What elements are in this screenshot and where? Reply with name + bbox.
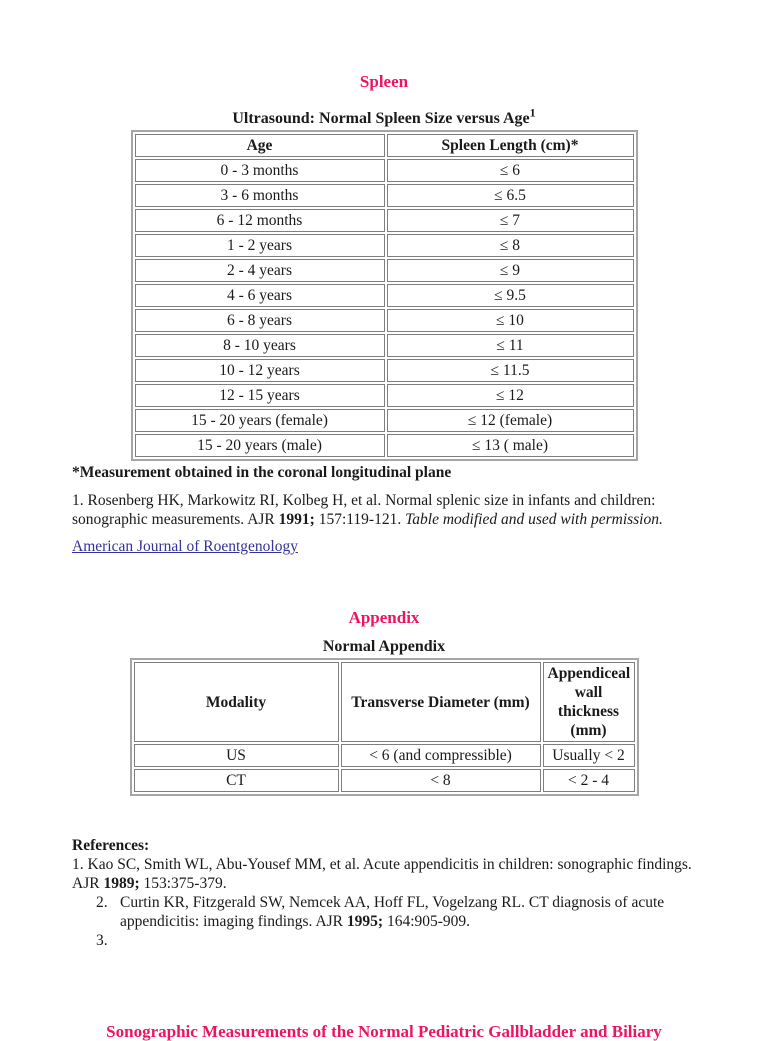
reference-number: 3.: [96, 932, 108, 949]
reference-item-3: [96, 931, 696, 950]
references-heading: References:: [72, 837, 150, 854]
table-cell: 4 - 6 years: [135, 284, 385, 307]
table-cell: 2 - 4 years: [135, 259, 385, 282]
table-row: [135, 159, 634, 182]
table-row: [134, 769, 635, 792]
journal-link[interactable]: American Journal of Roentgenology: [72, 538, 298, 555]
table-cell: CT: [134, 769, 339, 792]
table-row: [135, 209, 634, 232]
table-cell: 12 - 15 years: [135, 384, 385, 407]
table-cell: ≤ 6.5: [387, 184, 634, 207]
table-cell: 6 - 12 months: [135, 209, 385, 232]
table-row: [135, 309, 634, 332]
table-cell: ≤ 6: [387, 159, 634, 182]
table-cell: US: [134, 744, 339, 767]
table-row: [135, 384, 634, 407]
table-cell: ≤ 12 (female): [387, 409, 634, 432]
measurement-footnote: *Measurement obtained in the coronal longitudinal plane: [72, 464, 452, 481]
reference-pages: 164:905-909.: [383, 913, 471, 930]
table-row: [135, 259, 634, 282]
spleen-section-title: Spleen: [359, 72, 409, 91]
table-cell: ≤ 13 ( male): [387, 434, 634, 457]
table-cell: ≤ 12: [387, 384, 634, 407]
table-cell: 1 - 2 years: [135, 234, 385, 257]
table-cell: ≤ 9: [387, 259, 634, 282]
reference-item-1: [72, 855, 696, 893]
appendix-table-caption: Normal Appendix: [322, 638, 446, 655]
table-row: [135, 234, 634, 257]
reference-text: 1. Kao SC, Smith WL, Abu-Yousef MM, et al. Acute appendicitis in children: sonographic findings. AJR: [72, 856, 692, 892]
table-row: [135, 409, 634, 432]
spleen-table-caption-text: Ultrasound: Normal Spleen Size versus Age: [232, 110, 530, 127]
reference-year: 1995;: [346, 913, 384, 930]
column-header-transverse-diameter: Transverse Diameter (mm): [341, 662, 541, 742]
table-cell: 8 - 10 years: [135, 334, 385, 357]
table-cell: < 8: [341, 769, 541, 792]
reference-year: 1991;: [278, 511, 315, 528]
spleen-table-caption: [72, 105, 696, 128]
table-cell: < 6 (and compressible): [341, 744, 541, 767]
normal-appendix-table: [130, 658, 639, 796]
reference-pages: 153:375-379.: [139, 875, 227, 892]
reference-text: [120, 931, 696, 950]
table-cell: 0 - 3 months: [135, 159, 385, 182]
table-cell: ≤ 7: [387, 209, 634, 232]
column-header-age: Age: [135, 134, 385, 157]
table-row: [135, 284, 634, 307]
reference-text: 1. Rosenberg HK, Markowitz RI, Kolbeg H, et al. Normal splenic size in infants and children: sonographic measurements. AJR: [72, 492, 656, 528]
table-cell: 15 - 20 years (female): [135, 409, 385, 432]
table-cell: 6 - 8 years: [135, 309, 385, 332]
table-cell: 15 - 20 years (male): [135, 434, 385, 457]
reference-body: Curtin KR, Fitzgerald SW, Nemcek AA, Hoff FL, Vogelzang RL. CT diagnosis of acute appendicitis: imaging findings. AJR: [120, 894, 665, 930]
spleen-table-caption-superscript: 1: [529, 105, 536, 120]
reference-permission-note: Table modified and used with permission.: [405, 511, 663, 528]
table-cell: ≤ 10: [387, 309, 634, 332]
table-row: [135, 184, 634, 207]
table-cell: ≤ 11: [387, 334, 634, 357]
next-section-title: Sonographic Measurements of the Normal Pediatric Gallbladder and Biliary: [106, 1022, 662, 1041]
reference-number: 2.: [96, 894, 108, 911]
table-header-row: [134, 662, 635, 742]
table-row: [135, 434, 634, 457]
table-cell: 3 - 6 months: [135, 184, 385, 207]
table-cell: < 2 - 4: [543, 769, 635, 792]
table-row: [135, 334, 634, 357]
table-row: [134, 744, 635, 767]
table-cell: ≤ 8: [387, 234, 634, 257]
spleen-reference: [72, 491, 696, 529]
reference-text: [120, 893, 696, 931]
reference-item-2: [96, 893, 696, 931]
table-cell: ≤ 11.5: [387, 359, 634, 382]
table-cell: 10 - 12 years: [135, 359, 385, 382]
appendix-section-title: Appendix: [348, 608, 420, 627]
table-row: [135, 359, 634, 382]
spleen-size-table: [131, 130, 638, 461]
table-cell: ≤ 9.5: [387, 284, 634, 307]
column-header-wall-thickness: Appendiceal wall thickness (mm): [543, 662, 635, 742]
reference-pages: 157:119-121.: [314, 511, 406, 528]
column-header-spleen-length: Spleen Length (cm)*: [387, 134, 634, 157]
table-cell: Usually < 2: [543, 744, 635, 767]
table-header-row: [135, 134, 634, 157]
column-header-modality: Modality: [134, 662, 339, 742]
reference-year: 1989;: [103, 875, 140, 892]
journal-link-line: [72, 537, 696, 556]
